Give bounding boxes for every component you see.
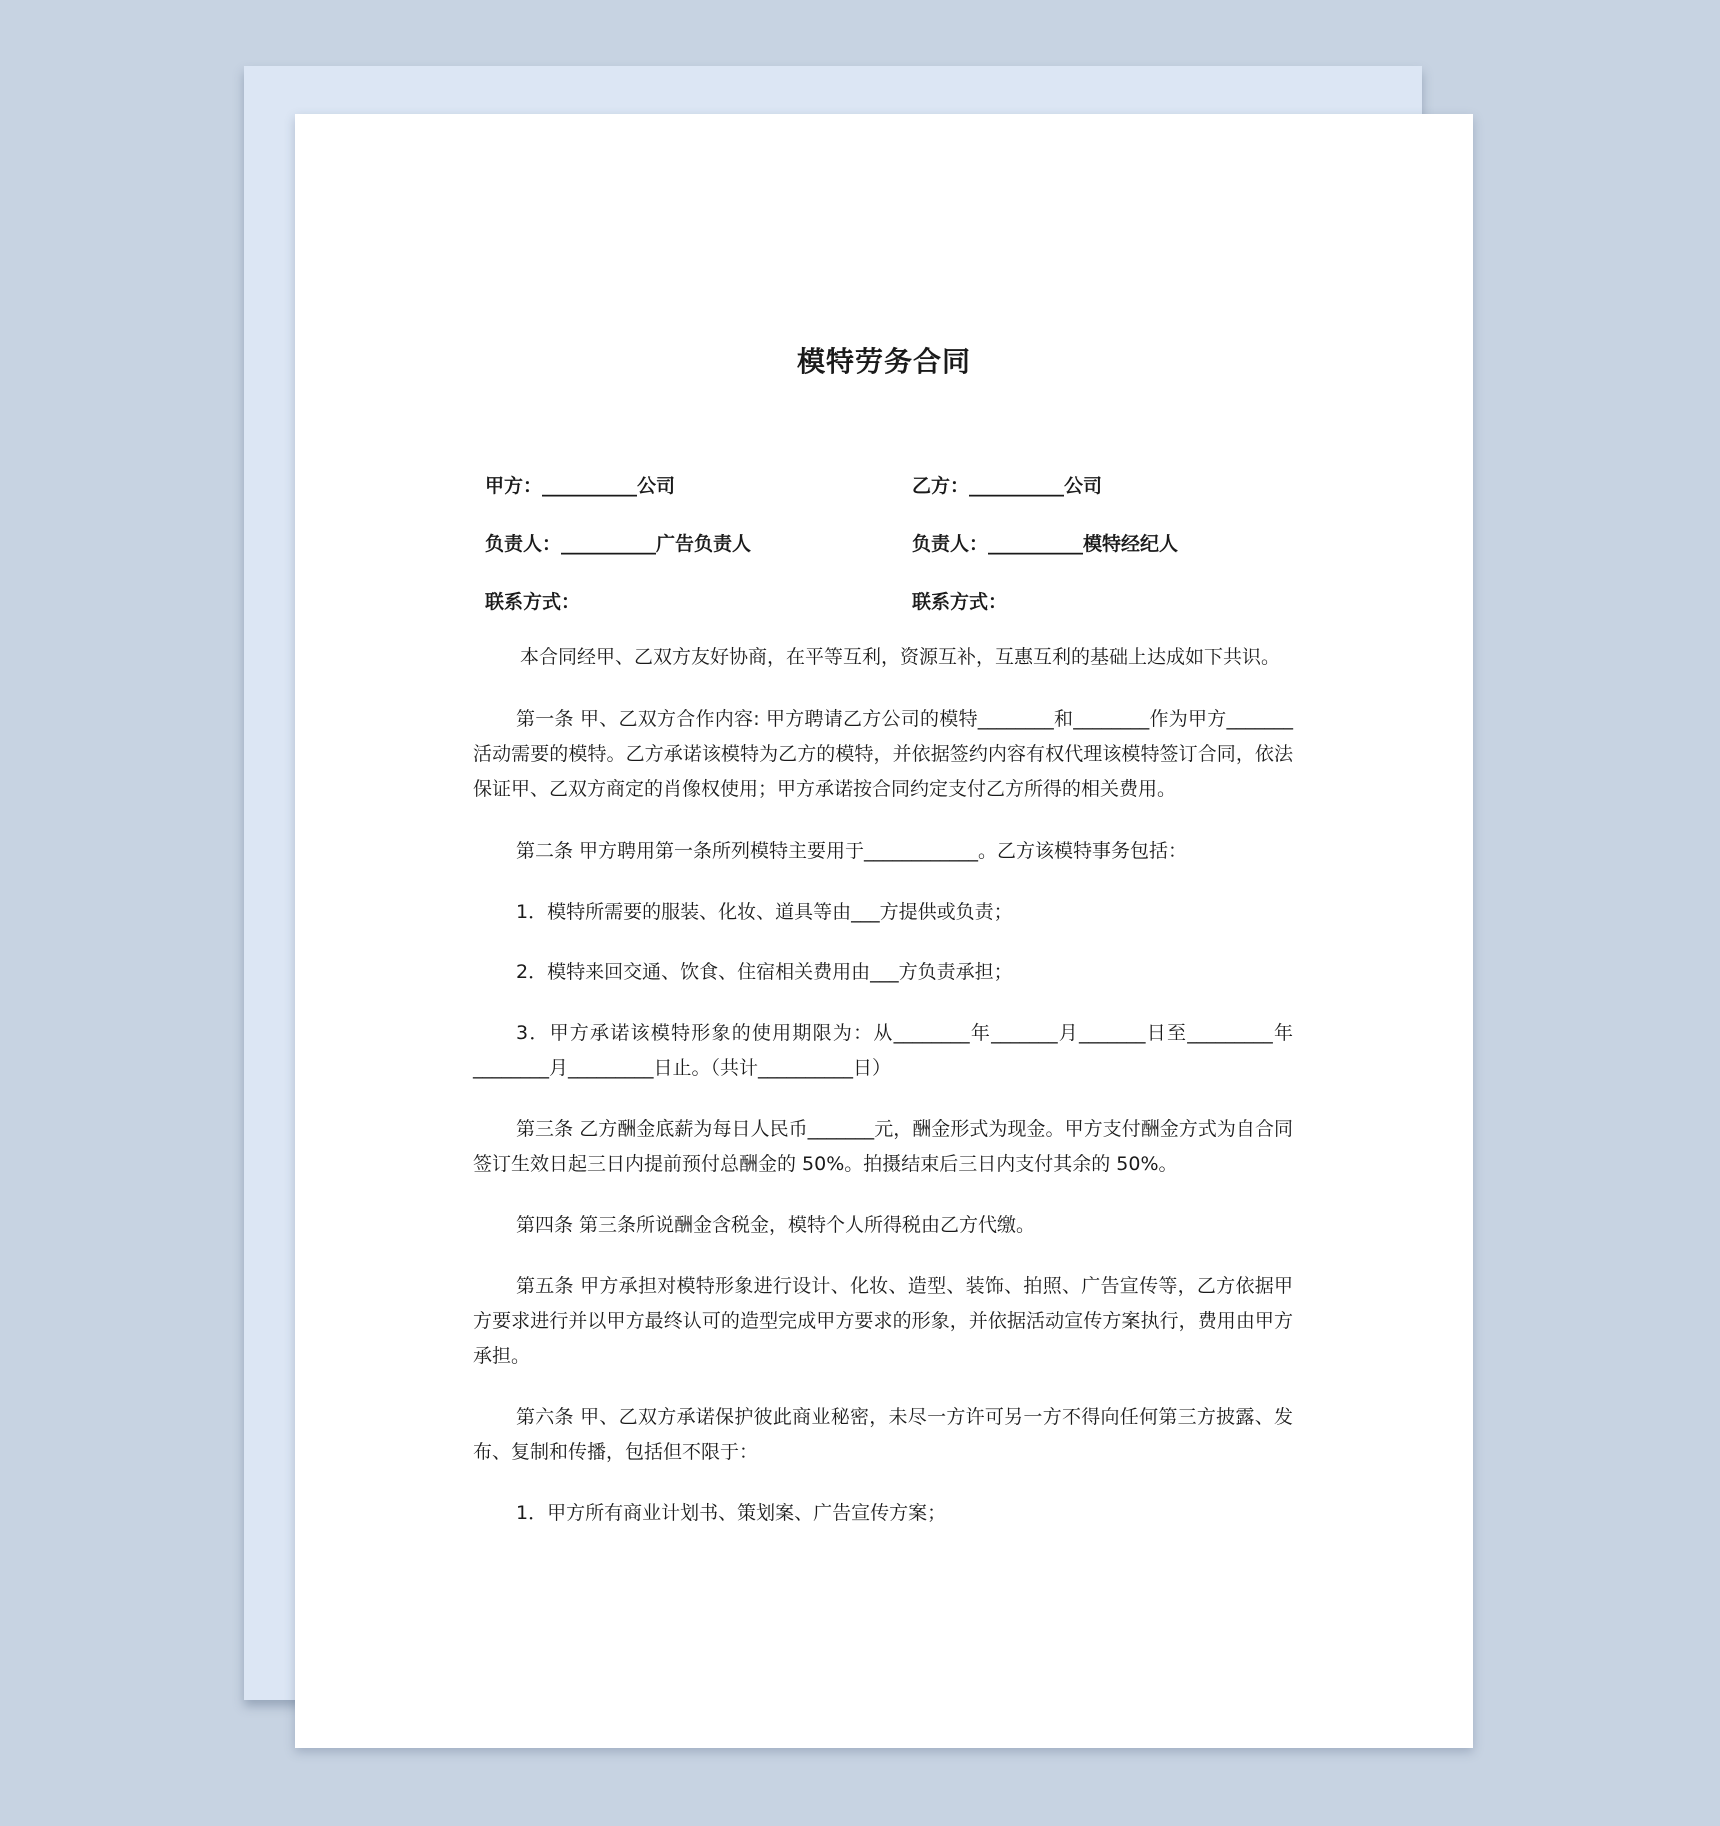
article-5: 第五条 甲方承担对模特形象进行设计、化妆、造型、装饰、拍照、广告宣传等，乙方依据甲方要求进行并以甲方最终认可的造型完成甲方要求的形象，并依据活动宣传方案执行，费用由甲方承担。 [473,1275,1293,1367]
party-b-leader: 负责人：__________模特经纪人 [912,533,1179,555]
article-2-item-1: 1．模特所需要的服装、化妆、道具等由___方提供或负责； [516,901,1013,923]
article-6: 第六条 甲、乙双方承诺保护彼此商业秘密，未尽一方许可另一方不得向任何第三方披露、发布、复制和传播，包括但不限于： [473,1406,1293,1463]
article-2: 第二条 甲方聘用第一条所列模特主要用于____________。乙方该模特事务包括： [516,840,1188,862]
article-4: 第四条 第三条所说酬金含税金，模特个人所得税由乙方代缴。 [516,1214,1036,1236]
document-title: 模特劳务合同 [796,345,971,378]
party-a-company: 甲方：__________公司 [485,475,676,497]
party-b-contact: 联系方式： [912,591,1008,613]
party-a-contact: 联系方式： [485,591,581,613]
article-6-item-1: 1．甲方所有商业计划书、策划案、广告宣传方案； [516,1502,947,1524]
document-page [295,114,1473,1748]
party-a-leader: 负责人：__________广告负责人 [485,533,752,555]
party-b-company: 乙方：__________公司 [912,475,1103,497]
article-2-item-3: 3．甲方承诺该模特形象的使用期限为：从________年_______月_______日至_________年________月_________日止。（共计__________日） [473,1022,1293,1079]
article-1: 第一条 甲、乙双方合作内容: 甲方聘请乙方公司的模特________和________作为甲方_______活动需要的模特。乙方承诺该模特为乙方的模特，并依据签约内容有权代理该模特签订合同，依法保证甲、乙双方商定的肖像权使用；甲方承诺按合同约定支付乙方所得的相关费用。 [473,708,1293,800]
article-2-item-2: 2．模特来回交通、饮食、住宿相关费用由___方负责承担； [516,961,1013,983]
contract-intro: 本合同经甲、乙双方友好协商，在平等互利，资源互补，互惠互利的基础上达成如下共识。 [520,646,1281,668]
article-3: 第三条 乙方酬金底薪为每日人民币_______元，酬金形式为现金。甲方支付酬金方式为自合同签订生效日起三日内提前预付总酬金的 50%。拍摄结束后三日内支付其余的 50%。 [473,1118,1293,1175]
